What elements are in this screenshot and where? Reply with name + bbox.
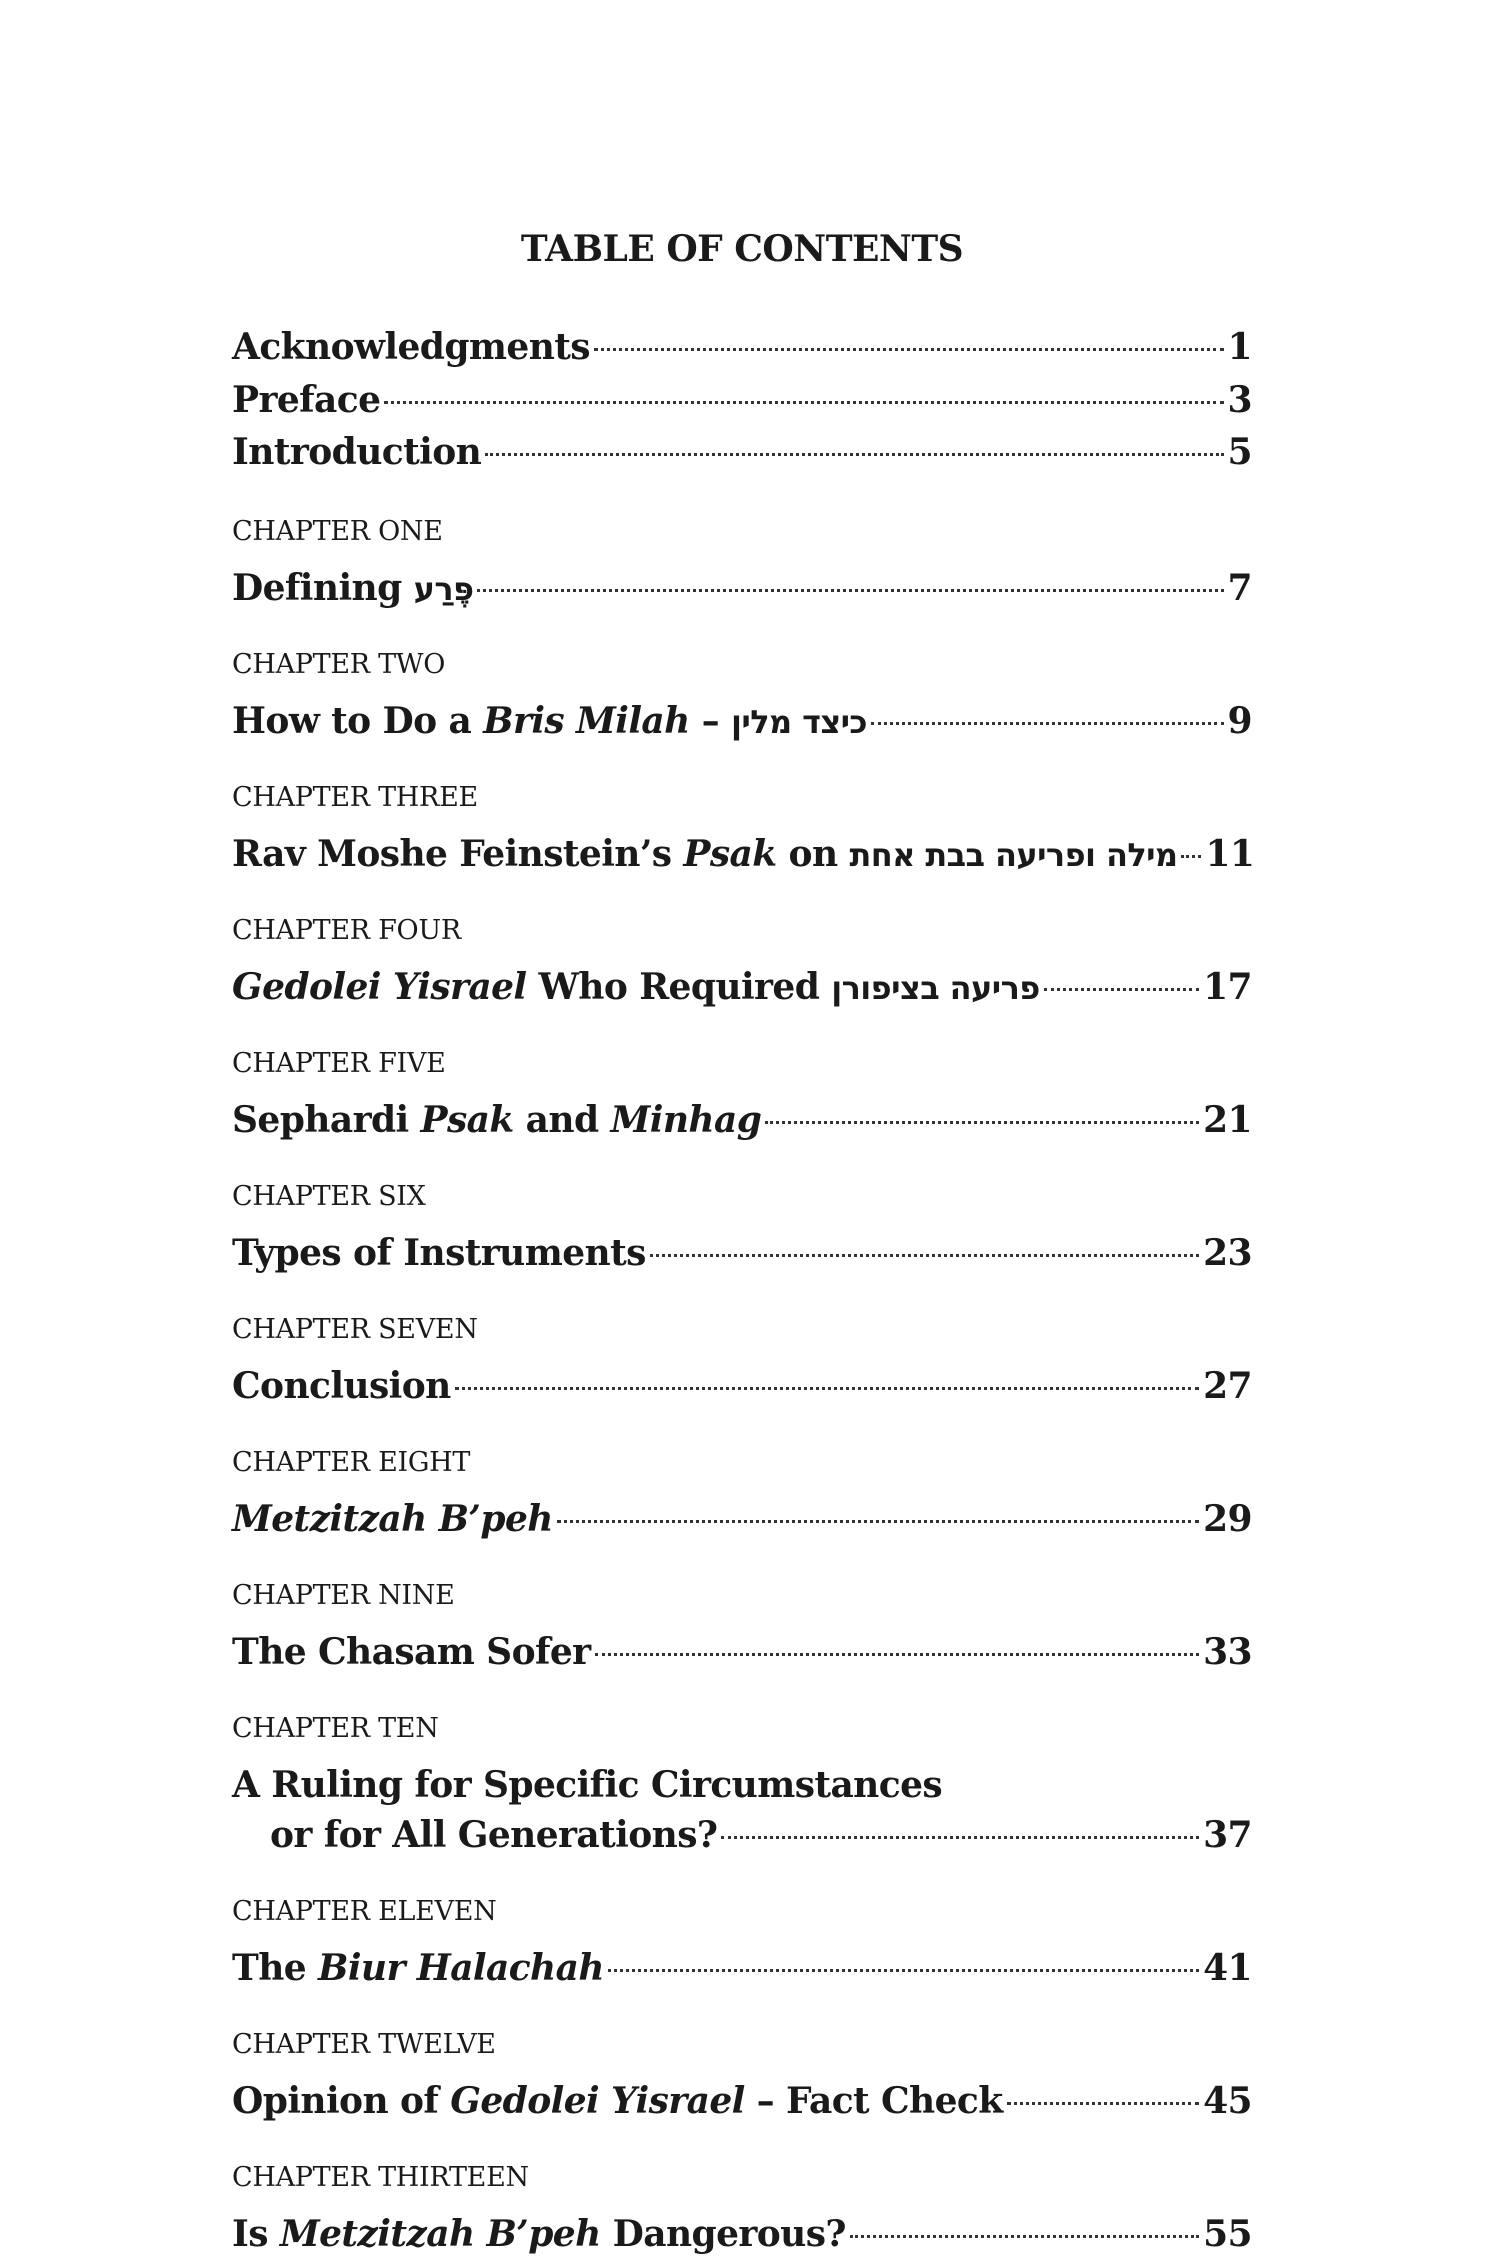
page-number: 1: [1227, 326, 1252, 368]
entry-title-text: on: [776, 832, 850, 875]
chapter-label: CHAPTER EIGHT: [232, 1446, 471, 1478]
dot-leader: [765, 1117, 1199, 1124]
chapter-block: [232, 1313, 1252, 1411]
chapter-block: [232, 1895, 1252, 1993]
chapter-block: [232, 781, 1255, 879]
chapter-block: [232, 515, 1252, 613]
page-number: 27: [1203, 1364, 1252, 1407]
entry-title-text: Dangerous?: [600, 2212, 846, 2255]
entry-title-hebrew: פריעה בציפורן: [831, 968, 1040, 1007]
entry-title: [232, 829, 1177, 880]
entry-title: Introduction: [232, 431, 482, 473]
front-matter-item: [232, 322, 1252, 375]
toc-title: TABLE OF CONTENTS: [520, 228, 964, 270]
page-number: 11: [1205, 832, 1255, 875]
entry-title-text: Is: [232, 2212, 280, 2255]
entry-title-text: Conclusion: [232, 1364, 451, 1407]
toc-entry[interactable]: [232, 1228, 1252, 1278]
toc-entry[interactable]: [232, 427, 1252, 477]
toc-entry[interactable]: [232, 1494, 1252, 1544]
page-number: 9: [1227, 699, 1252, 742]
chapter-block: [232, 1579, 1252, 1677]
entry-title-line1: A Ruling for Specific Circumstances: [232, 1763, 943, 1806]
entry-title: [232, 1943, 604, 1993]
entry-title-italic: Metzitzah B’peh: [279, 2212, 601, 2255]
entry-title-italic: Gedolei Yisrael: [450, 2079, 745, 2122]
toc-entry[interactable]: [232, 696, 1252, 746]
toc-entries: [232, 322, 1255, 2259]
dot-leader: [594, 344, 1224, 351]
dot-leader: [850, 2231, 1199, 2238]
dot-leader: [1007, 2098, 1200, 2105]
dot-leader: [595, 1649, 1200, 1656]
page-number: 7: [1227, 566, 1252, 609]
entry-title: Preface: [232, 378, 381, 421]
dot-leader: [650, 1250, 1199, 1257]
entry-title-text: How to Do a: [232, 699, 484, 742]
entry-title: [232, 2076, 1003, 2126]
dot-leader: [485, 449, 1223, 456]
chapter-block: [232, 2028, 1252, 2126]
dot-leader: [455, 1383, 1199, 1390]
entry-title-italic: Bris Milah: [483, 699, 690, 742]
toc-entry[interactable]: [232, 1810, 1252, 1860]
dot-leader: [1044, 984, 1199, 991]
entry-title: [232, 563, 473, 614]
chapter-block: [232, 1180, 1252, 1278]
entry-title-text: The: [232, 1946, 319, 1989]
entry-title-text: – Fact Check: [744, 2079, 1003, 2122]
entry-title: [232, 1228, 646, 1278]
toc-entry[interactable]: [232, 2209, 1252, 2259]
page-number: 21: [1203, 1098, 1252, 1141]
page-number: 41: [1203, 1946, 1252, 1989]
entry-title: [270, 1810, 717, 1860]
page-number: 3: [1227, 378, 1252, 421]
page-number: 23: [1203, 1231, 1252, 1274]
entry-title-text: or for All Generations?: [270, 1813, 718, 1856]
entry-title-text: The Chasam Sofer: [232, 1630, 591, 1673]
chapter-label: CHAPTER NINE: [232, 1579, 455, 1611]
chapter-label: CHAPTER TWELVE: [232, 2028, 496, 2060]
entry-title-italic: Psak: [683, 832, 777, 875]
entry-title: [232, 1095, 761, 1145]
entry-title-italic: Gedolei Yisrael: [232, 965, 527, 1008]
chapter-block: [232, 1047, 1252, 1145]
toc-entry[interactable]: [232, 322, 1252, 372]
chapter-label: CHAPTER THIRTEEN: [232, 2161, 529, 2193]
chapter-label: CHAPTER TEN: [232, 1712, 439, 1744]
dot-leader: [871, 718, 1224, 725]
chapter-block: [232, 1712, 1252, 1860]
toc-entry[interactable]: [232, 1361, 1252, 1411]
entry-title-italic: Minhag: [610, 1098, 762, 1141]
page-number: 45: [1203, 2079, 1252, 2122]
chapter-block: [232, 1446, 1252, 1544]
toc-entry[interactable]: [232, 1943, 1252, 1993]
entry-title-text: Who Required: [526, 965, 832, 1008]
toc-entry[interactable]: [232, 829, 1255, 879]
chapter-label: CHAPTER ONE: [232, 515, 443, 547]
page-number: 33: [1203, 1630, 1252, 1673]
toc-entry[interactable]: [232, 2076, 1252, 2126]
entry-title: [232, 962, 1040, 1013]
entry-title-text: Sephardi: [232, 1098, 421, 1141]
chapter-label: CHAPTER TWO: [232, 648, 446, 680]
front-matter-item: [232, 427, 1252, 480]
toc-entry[interactable]: [232, 563, 1252, 613]
page-number: 55: [1203, 2212, 1252, 2255]
chapter-label: CHAPTER SEVEN: [232, 1313, 478, 1345]
entry-title-italic: Psak: [420, 1098, 514, 1141]
chapter-block: [232, 914, 1252, 1012]
chapter-label: CHAPTER FOUR: [232, 914, 461, 946]
entry-title-text: Opinion of: [232, 2079, 451, 2122]
toc-entry[interactable]: [232, 375, 1252, 425]
entry-title-italic: Biur Halachah: [318, 1946, 604, 1989]
entry-title: [232, 1361, 451, 1411]
chapter-label: CHAPTER SIX: [232, 1180, 426, 1212]
entry-title: [232, 696, 867, 747]
chapter-label: CHAPTER THREE: [232, 781, 478, 813]
entry-title: [232, 1494, 553, 1544]
dot-leader: [608, 1965, 1199, 1972]
entry-title-italic: Metzitzah B’peh: [232, 1497, 553, 1540]
chapter-label: CHAPTER ELEVEN: [232, 1895, 497, 1927]
toc-entry[interactable]: [232, 1627, 1252, 1677]
toc-entry[interactable]: [232, 962, 1252, 1012]
entry-title: [232, 1627, 591, 1677]
entry-title-text: Defining: [232, 566, 414, 609]
dot-leader: [557, 1516, 1199, 1523]
chapter-label: CHAPTER FIVE: [232, 1047, 446, 1079]
dot-leader: [721, 1832, 1199, 1839]
page-number: 29: [1203, 1497, 1252, 1540]
front-matter-item: [232, 375, 1252, 428]
entry-title-hebrew: מילה ופריעה בבת אחת: [849, 835, 1178, 874]
page-number: 17: [1203, 965, 1252, 1008]
entry-title: [232, 2209, 846, 2259]
entry-title-text: –: [689, 699, 732, 742]
dot-leader: [477, 585, 1223, 592]
chapter-block: [232, 648, 1252, 746]
dot-leader: [1181, 851, 1201, 858]
entry-title-text: Types of Instruments: [232, 1231, 646, 1274]
page-number: 37: [1203, 1813, 1252, 1856]
entry-title: Acknowledgments: [232, 326, 590, 368]
entry-title-text: and: [513, 1098, 611, 1141]
entry-title-hebrew: כיצד מלין: [731, 702, 867, 741]
page-number: 5: [1227, 431, 1252, 473]
toc-entry[interactable]: [232, 1095, 1252, 1145]
dot-leader: [384, 397, 1223, 404]
entry-title-text: Rav Moshe Feinstein’s: [232, 832, 684, 875]
entry-title-hebrew: פֶּרַע: [413, 569, 474, 608]
